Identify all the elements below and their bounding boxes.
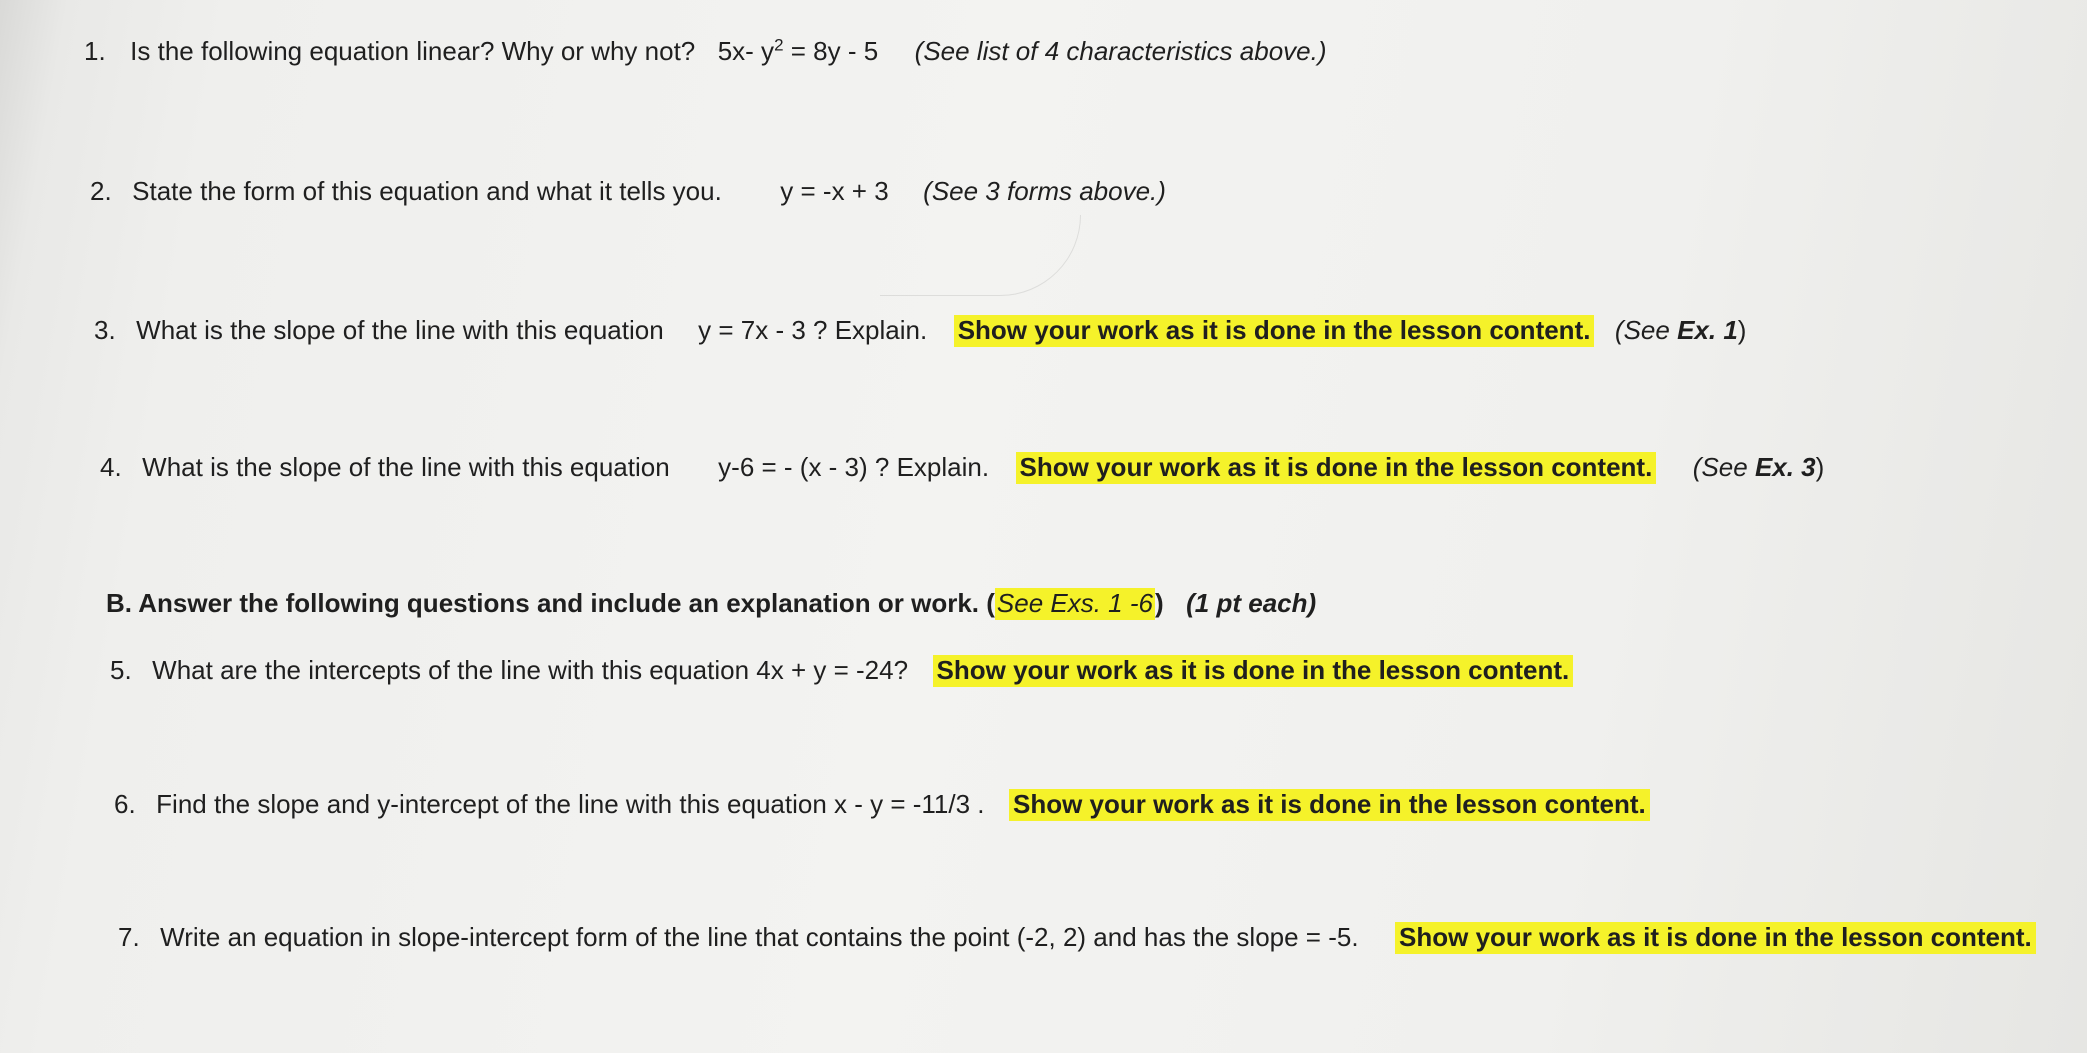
question-2 (90, 174, 1166, 208)
question-3-text: What is the slope of the line with this equation (136, 315, 664, 345)
question-5 (110, 653, 1573, 687)
question-4-note: (See Ex. 3) (1692, 452, 1825, 482)
question-1-text: Is the following equation linear? Why or why not? (130, 36, 696, 66)
question-4-equation: y-6 = - (x - 3) ? Explain. (718, 452, 990, 482)
question-1-note: (See list of 4 characteristics above.) (914, 36, 1327, 66)
question-2-note: (See 3 forms above.) (923, 176, 1166, 206)
question-2-number: 2. (90, 176, 112, 206)
question-6-number: 6. (114, 789, 136, 819)
question-7-number: 7. (118, 922, 140, 952)
question-5-number: 5. (110, 655, 132, 685)
question-2-text: State the form of this equation and what it tells you. (132, 176, 722, 206)
question-7-text: Write an equation in slope-intercept form of the line that contains the point (-2, 2) and has the slope = -5. (160, 922, 1359, 952)
question-4 (100, 450, 1824, 484)
question-5-text: What are the intercepts of the line with this equation 4x + y = -24? (152, 655, 909, 685)
section-b-close: ) (1154, 588, 1164, 618)
question-2-equation: y = -x + 3 (780, 176, 889, 206)
question-1-equation: 5x- $y^2 = 8y - 5$ (717, 35, 879, 66)
question-6-text: Find the slope and y-intercept of the line with this equation x - y = -11/3 . (156, 789, 985, 819)
question-4-number: 4. (100, 452, 122, 482)
pencil-mark (880, 215, 1081, 296)
question-6-highlight: Show your work as it is done in the lesson content. (1009, 789, 1650, 821)
question-6 (114, 787, 1650, 821)
question-1-number: 1. (84, 36, 106, 66)
question-3-highlight: Show your work as it is done in the lesson content. (954, 315, 1595, 347)
section-b-text: B. Answer the following questions and include an explanation or work. ( (106, 588, 995, 618)
section-b-heading (106, 586, 1316, 620)
question-3-equation: y = 7x - 3 ? Explain. (698, 315, 928, 345)
section-b-reference: See Exs. 1 -6 (996, 588, 1153, 618)
question-7-highlight: Show your work as it is done in the lesson content. (1395, 922, 2036, 954)
question-1 (84, 34, 1327, 68)
question-7 (118, 920, 2036, 954)
question-4-text: What is the slope of the line with this equation (142, 452, 670, 482)
question-3-number: 3. (94, 315, 116, 345)
question-5-highlight: Show your work as it is done in the lesson content. (933, 655, 1574, 687)
question-4-highlight: Show your work as it is done in the lesson content. (1016, 452, 1657, 484)
question-3-note: (See Ex. 1) (1614, 315, 1747, 345)
section-b-points: (1 pt each) (1186, 588, 1317, 618)
question-3 (94, 313, 1746, 347)
